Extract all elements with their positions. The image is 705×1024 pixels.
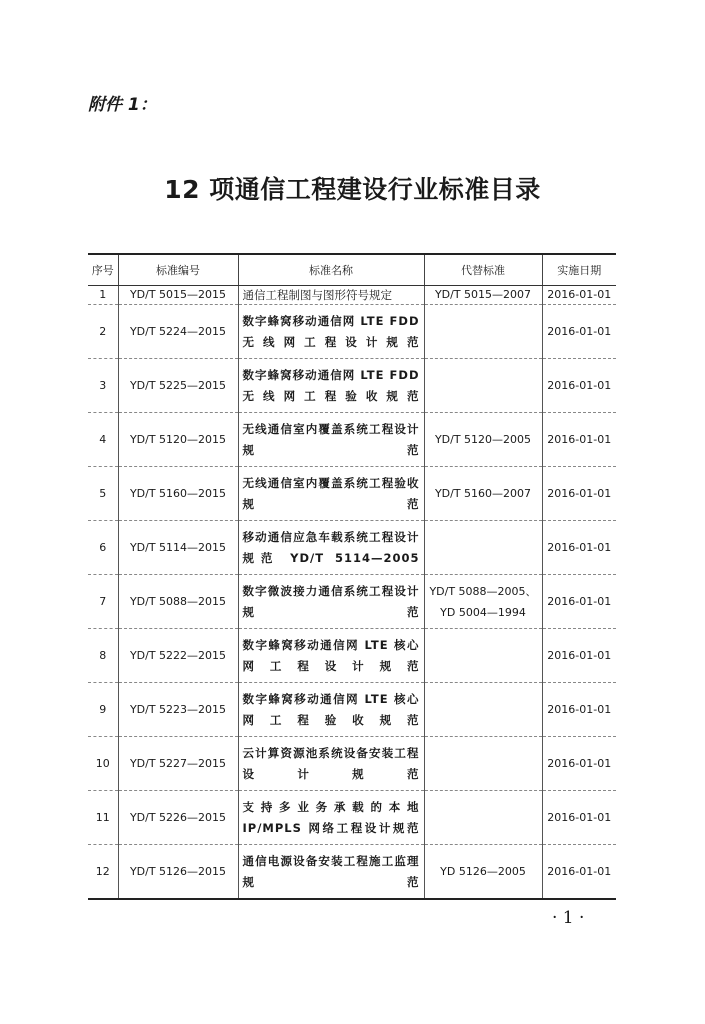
- row-replaces: [424, 521, 542, 575]
- row-name: 通信电源设备安装工程施工监理规范: [238, 845, 424, 900]
- row-code: YD/T 5224—2015: [118, 305, 238, 359]
- table-header-row: [88, 254, 616, 286]
- row-no: 6: [88, 521, 118, 575]
- row-code: YD/T 5126—2015: [118, 845, 238, 900]
- row-replaces: YD 5126—2005: [424, 845, 542, 900]
- row-no: 1: [88, 286, 118, 305]
- row-name: 支持多业务承载的本地 IP/MPLS 网络工程设计规范: [238, 791, 424, 845]
- row-date: 2016-01-01: [542, 413, 616, 467]
- row-code: YD/T 5088—2015: [118, 575, 238, 629]
- row-replaces: [424, 305, 542, 359]
- attachment-label: 附件 1：: [88, 95, 157, 115]
- row-date: 2016-01-01: [542, 359, 616, 413]
- table-row: [88, 791, 616, 845]
- row-no: 12: [88, 845, 118, 900]
- row-date: 2016-01-01: [542, 467, 616, 521]
- row-code: YD/T 5120—2015: [118, 413, 238, 467]
- row-date: 2016-01-01: [542, 575, 616, 629]
- table-row: [88, 629, 616, 683]
- row-no: 8: [88, 629, 118, 683]
- row-code: YD/T 5160—2015: [118, 467, 238, 521]
- row-name: 无线通信室内覆盖系统工程验收规范: [238, 467, 424, 521]
- row-no: 3: [88, 359, 118, 413]
- row-no: 10: [88, 737, 118, 791]
- row-replaces: YD/T 5120—2005: [424, 413, 542, 467]
- row-no: 7: [88, 575, 118, 629]
- table-row: [88, 359, 616, 413]
- row-date: 2016-01-01: [542, 737, 616, 791]
- header-code: 标准编号: [118, 254, 238, 286]
- row-date: 2016-01-01: [542, 286, 616, 305]
- table-row: [88, 521, 616, 575]
- header-replaces: 代替标准: [424, 254, 542, 286]
- header-no: 序号: [88, 254, 118, 286]
- standards-table: [88, 253, 616, 900]
- row-name: 数字蜂窝移动通信网 LTE FDD 无线网工程设计规范: [238, 305, 424, 359]
- table-row: [88, 413, 616, 467]
- document-title: 12 项通信工程建设行业标准目录: [164, 175, 541, 204]
- row-date: 2016-01-01: [542, 521, 616, 575]
- row-no: 5: [88, 467, 118, 521]
- row-name: 云计算资源池系统设备安装工程设计规范: [238, 737, 424, 791]
- table-row: [88, 286, 616, 305]
- row-code: YD/T 5226—2015: [118, 791, 238, 845]
- row-date: 2016-01-01: [542, 683, 616, 737]
- row-replaces: YD/T 5015—2007: [424, 286, 542, 305]
- row-name: 通信工程制图与图形符号规定: [238, 286, 424, 305]
- row-replaces: [424, 359, 542, 413]
- row-name: 移动通信应急车载系统工程设计规范 YD/T 5114—2005: [238, 521, 424, 575]
- row-replaces: YD/T 5088—2005、YD 5004—1994: [424, 575, 542, 629]
- row-code: YD/T 5223—2015: [118, 683, 238, 737]
- row-name: 数字蜂窝移动通信网 LTE 核心网工程验收规范: [238, 683, 424, 737]
- row-date: 2016-01-01: [542, 305, 616, 359]
- table-row: [88, 305, 616, 359]
- row-date: 2016-01-01: [542, 629, 616, 683]
- row-replaces: [424, 629, 542, 683]
- row-date: 2016-01-01: [542, 845, 616, 900]
- row-name: 数字蜂窝移动通信网 LTE FDD 无线网工程验收规范: [238, 359, 424, 413]
- table-row: [88, 467, 616, 521]
- row-code: YD/T 5015—2015: [118, 286, 238, 305]
- row-code: YD/T 5222—2015: [118, 629, 238, 683]
- row-no: 9: [88, 683, 118, 737]
- row-code: YD/T 5227—2015: [118, 737, 238, 791]
- row-replaces: [424, 683, 542, 737]
- row-name: 数字微波接力通信系统工程设计规范: [238, 575, 424, 629]
- table-row: [88, 737, 616, 791]
- row-replaces: [424, 737, 542, 791]
- header-date: 实施日期: [542, 254, 616, 286]
- row-replaces: YD/T 5160—2007: [424, 467, 542, 521]
- row-no: 11: [88, 791, 118, 845]
- table-row: [88, 575, 616, 629]
- header-name: 标准名称: [238, 254, 424, 286]
- page-number: · 1 ·: [552, 908, 585, 928]
- row-name: 数字蜂窝移动通信网 LTE 核心网工程设计规范: [238, 629, 424, 683]
- row-no: 2: [88, 305, 118, 359]
- row-code: YD/T 5225—2015: [118, 359, 238, 413]
- table-row: [88, 683, 616, 737]
- row-name: 无线通信室内覆盖系统工程设计规范: [238, 413, 424, 467]
- row-date: 2016-01-01: [542, 791, 616, 845]
- table-row: [88, 845, 616, 900]
- row-code: YD/T 5114—2015: [118, 521, 238, 575]
- row-no: 4: [88, 413, 118, 467]
- row-replaces: [424, 791, 542, 845]
